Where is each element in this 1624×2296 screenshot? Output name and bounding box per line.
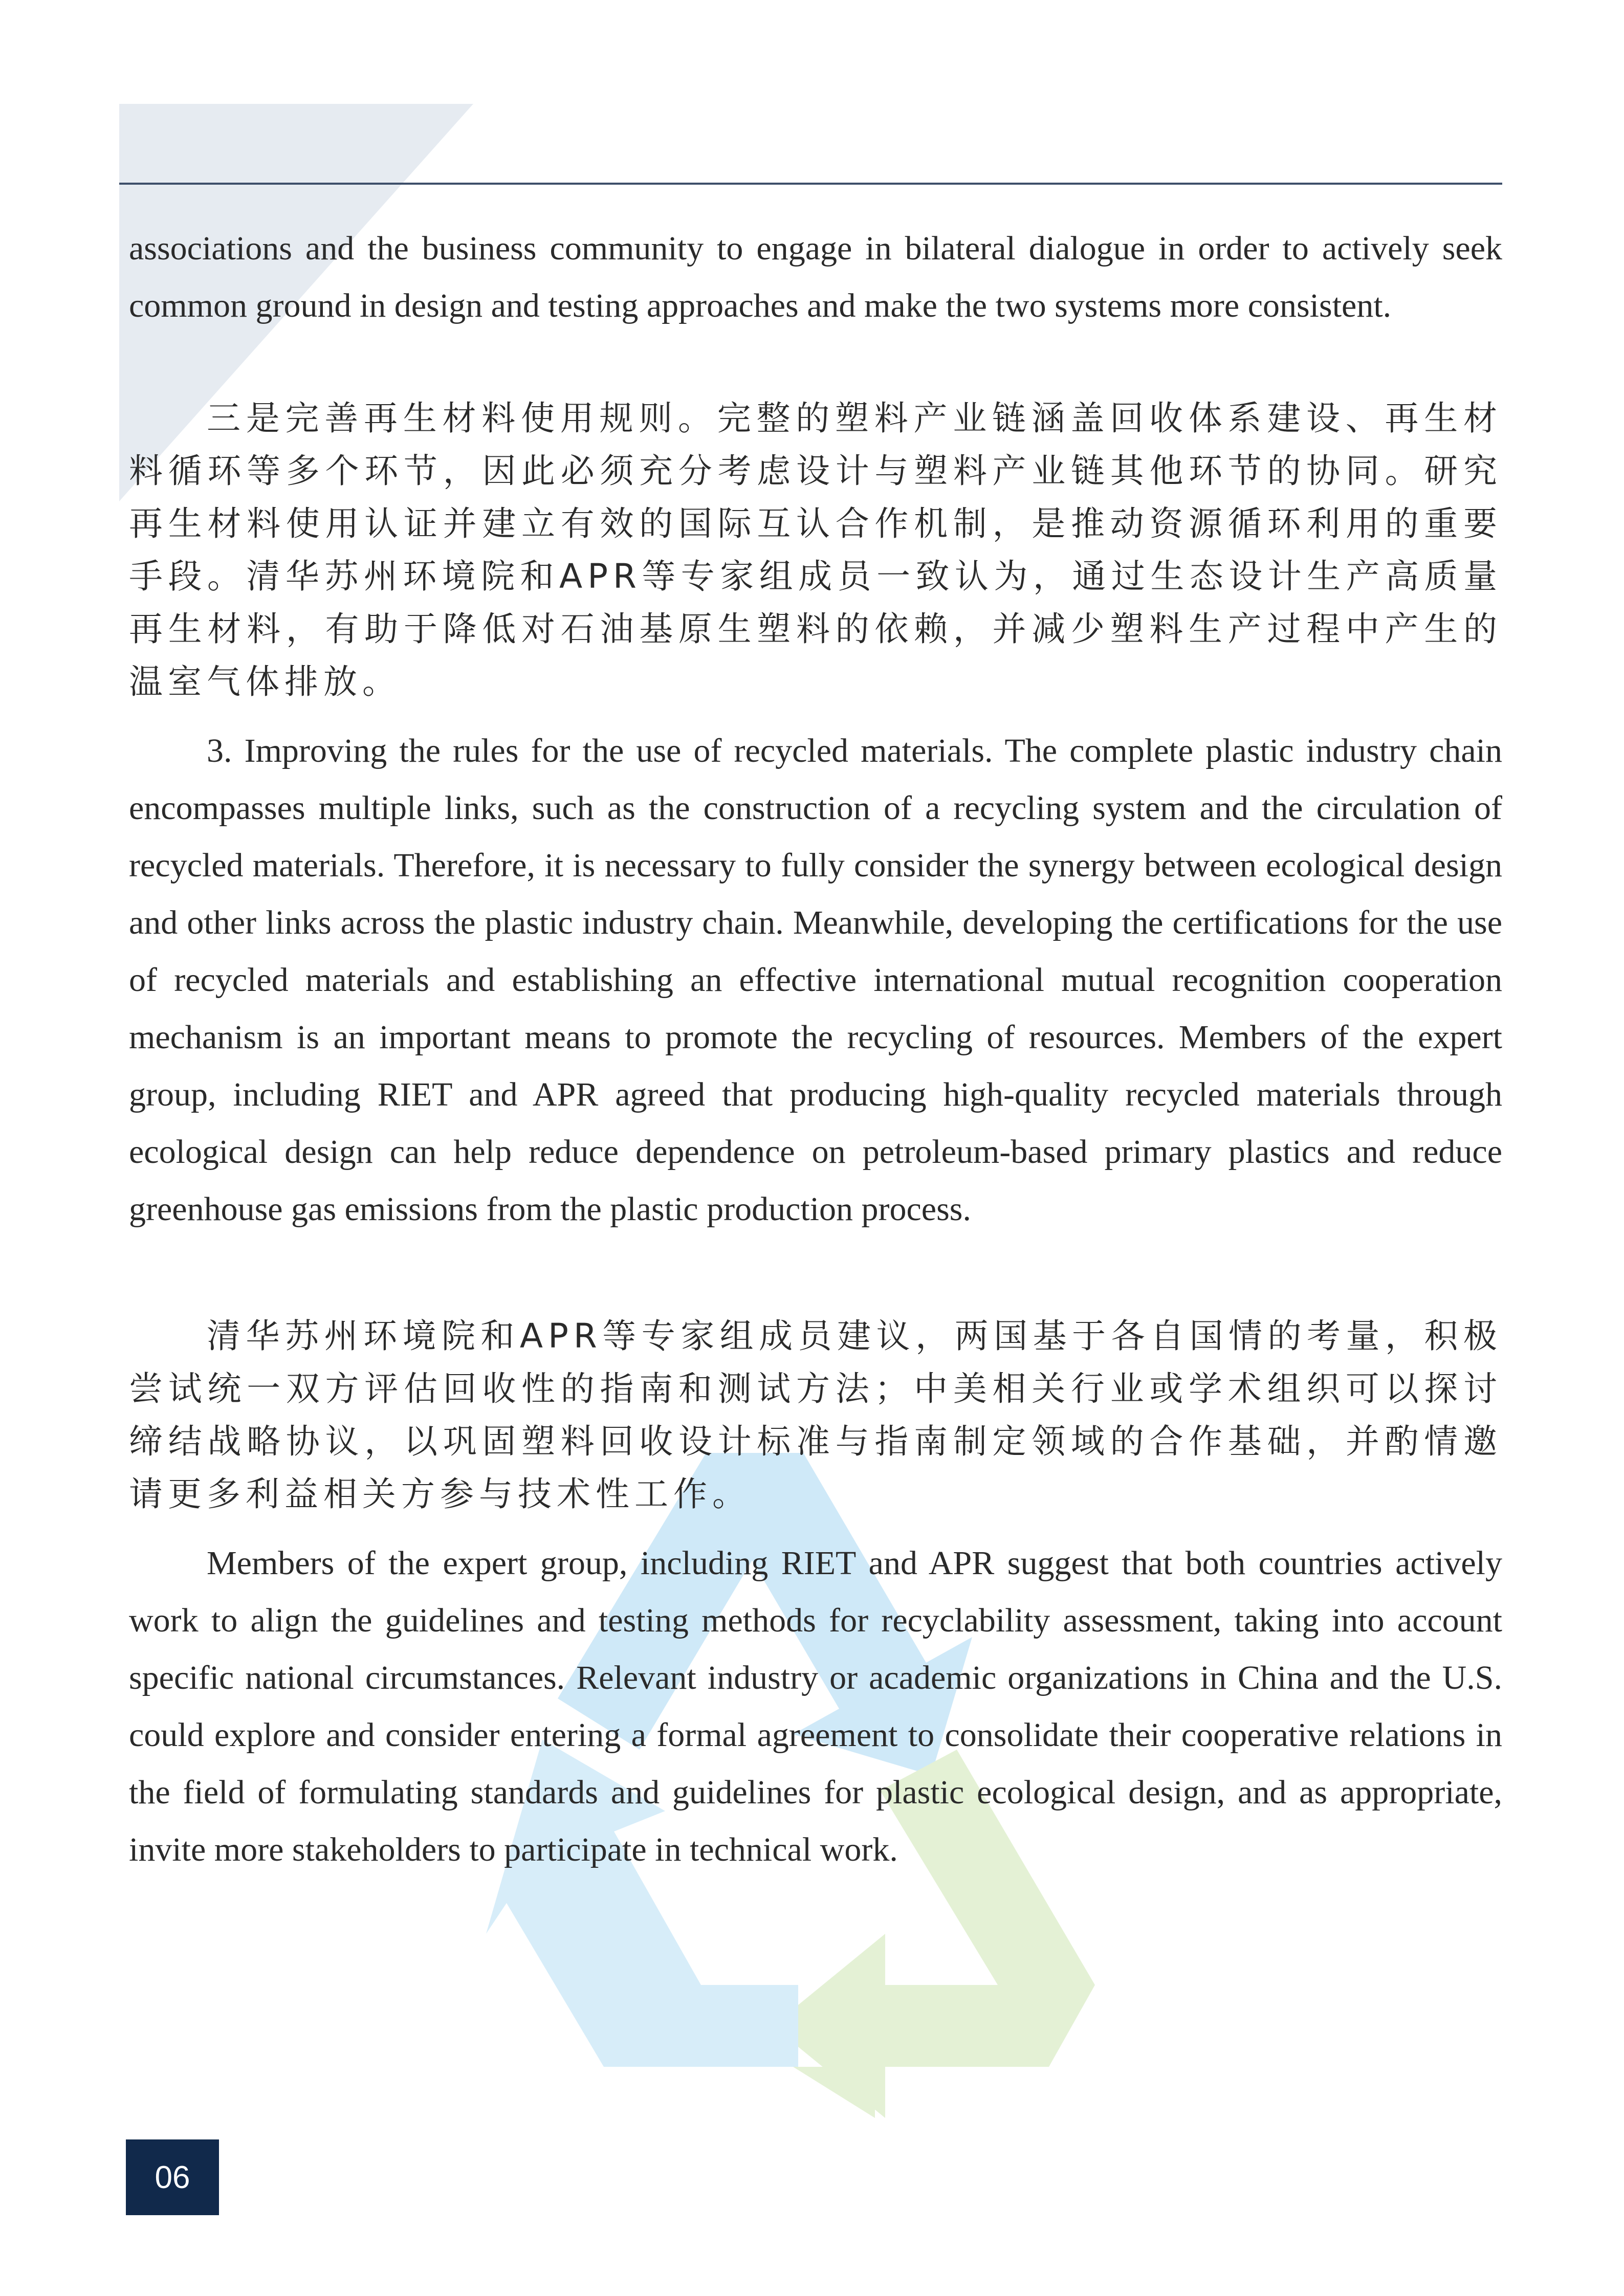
- header-rule: [119, 183, 1502, 185]
- paragraph-en-recycled-materials: 3. Improving the rules for the use of recycled materials. The complete plastic industry chain encompasses multiple links, such as the construction of a recycling system and the circulation of recycled materials. Therefore, it is necessary to fully consider the synergy between ecological design and other links across the plastic industry chain. Meanwhile, developing the certifications for the use of recycled materials and establishing an effective international mutual recognition cooperation mechanism is an important means to promote the recycling of resources. Members of the expert group, including RIET and APR agreed that producing high-quality recycled materials through ecological design can help reduce dependence on petroleum-based primary plastics and reduce greenhouse gas emissions from the plastic production process.: [129, 732, 1502, 1228]
- paragraph-zh-suggestion: 清华苏州环境院和APR等专家组成员建议，两国基于各自国情的考量，积极尝试统一双方评估回收性的指南和测试方法；中美相关行业或学术组织可以探讨缔结战略协议，以巩固塑料回收设计标准与指南制定领域的合作基础，并酌情邀请更多利益相关方参与技术性工作。: [129, 1316, 1502, 1514]
- page-number-badge: 06: [126, 2139, 219, 2215]
- paragraph-zh-recycled-materials: 三是完善再生材料使用规则。完整的塑料产业链涵盖回收体系建设、再生材料循环等多个环节，因此必须充分考虑设计与塑料产业链其他环节的协同。研究再生材料使用认证并建立有效的国际互认合作机制，是推动资源循环利用的重要手段。清华苏州环境院和APR等专家组成员一致认为，通过生态设计生产高质量再生材料，有助于降低对石油基原生塑料的依赖，并减少塑料生产过程中产生的温室气体排放。: [129, 399, 1502, 701]
- paragraph-en-suggestion: Members of the expert group, including RIET and APR suggest that both countries actively work to align the guidelines and testing methods for recyclability assessment, taking into account specific national circumstances. Relevant industry or academic organizations in China and the U.S. could explore and consider entering a formal agreement to consolidate their cooperative relations in the field of formulating standards and guidelines for plastic ecological design, and as appropriate, invite more stakeholders to participate in technical work.: [129, 1544, 1502, 1868]
- paragraph-en-continued: associations and the business community to engage in bilateral dialogue in order to actively seek common ground in design and testing approaches and make the two systems more consistent.: [129, 230, 1502, 324]
- main-content: [129, 220, 1502, 1879]
